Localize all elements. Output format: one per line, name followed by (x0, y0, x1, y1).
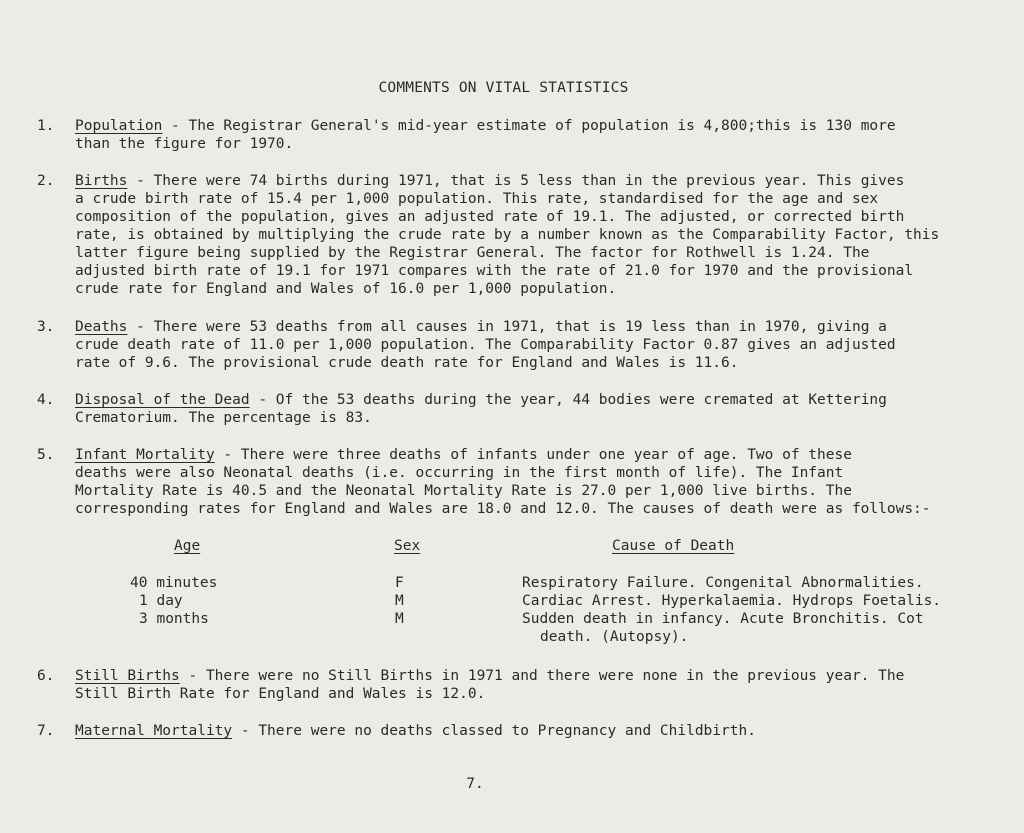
item-line: - Of the 53 deaths during the year, 44 bodies were cremated at Kettering (249, 392, 887, 408)
cause-column-header: Cause of Death (612, 538, 735, 554)
item-heading: Maternal Mortality (75, 723, 233, 739)
table-row-sex: M (395, 593, 404, 609)
item-heading: Infant Mortality (75, 447, 215, 463)
table-row-sex: M (395, 611, 404, 627)
item-disposal-of-the-dead (37, 391, 987, 427)
item-heading: Population (75, 118, 163, 134)
item-line: deaths were also Neonatal deaths (i.e. occurring in the first month of life). The Infant (75, 465, 844, 481)
item-line: - There were three deaths of infants under one year of age. Two of these (214, 447, 852, 463)
item-heading: Disposal of the Dead (75, 392, 250, 408)
item-line: crude death rate of 11.0 per 1,000 population. The Comparability Factor 0.87 gives an adjusted (75, 337, 896, 353)
item-line: Mortality Rate is 40.5 and the Neonatal Mortality Rate is 27.0 per 1,000 live births. The (75, 483, 852, 499)
item-line: Crematorium. The percentage is 83. (75, 410, 372, 426)
item-number: 2. (37, 173, 55, 189)
item-number: 5. (37, 447, 55, 463)
table-row-age: 40 minutes (130, 575, 218, 591)
item-line: rate, is obtained by multiplying the crude rate by a number known as the Comparability Factor, this (75, 227, 940, 243)
item-line: Still Birth Rate for England and Wales is 12.0. (75, 686, 486, 702)
item-deaths (37, 318, 987, 372)
table-row-cause: Sudden death in infancy. Acute Bronchitis. Cot (522, 611, 924, 627)
sex-column-header: Sex (394, 538, 421, 554)
item-line: crude rate for England and Wales of 16.0 per 1,000 population. (75, 281, 617, 297)
item-number: 7. (37, 723, 55, 739)
item-line: than the figure for 1970. (75, 136, 294, 152)
item-line: composition of the population, gives an adjusted rate of 19.1. The adjusted, or corrected birth (75, 209, 905, 225)
item-births (37, 172, 987, 298)
item-line: - The Registrar General's mid-year estimate of population is 4,800;this is 130 more (162, 118, 896, 134)
item-number: 3. (37, 319, 55, 335)
infant-deaths-table (0, 537, 1024, 647)
age-column-header: Age (174, 538, 201, 554)
item-maternal-mortality (37, 722, 987, 740)
item-line: corresponding rates for England and Wales are 18.0 and 12.0. The causes of death were as follows:- (75, 501, 931, 517)
item-number: 6. (37, 668, 55, 684)
item-number: 1. (37, 118, 55, 134)
table-row-cause: Respiratory Failure. Congenital Abnormalities. (522, 575, 924, 591)
item-heading: Births (75, 173, 128, 189)
table-row-cause: Cardiac Arrest. Hyperkalaemia. Hydrops Foetalis. (522, 593, 942, 609)
item-heading: Still Births (75, 668, 180, 684)
table-row-age: 1 day (139, 593, 183, 609)
item-line: - There were no deaths classed to Pregnancy and Childbirth. (232, 723, 756, 739)
table-row-age: 3 months (139, 611, 209, 627)
table-row-sex: F (395, 575, 404, 591)
item-still-births (37, 667, 987, 703)
item-line: - There were no Still Births in 1971 and there were none in the previous year. The (179, 668, 905, 684)
item-heading: Deaths (75, 319, 128, 335)
item-number: 4. (37, 392, 55, 408)
page-number: 7. (466, 776, 484, 792)
table-row-cause-continuation: death. (Autopsy). (540, 629, 689, 645)
item-line: - There were 53 deaths from all causes in 1971, that is 19 less than in 1970, giving a (127, 319, 887, 335)
item-line: adjusted birth rate of 19.1 for 1971 compares with the rate of 21.0 for 1970 and the provisional (75, 263, 914, 279)
item-line: a crude birth rate of 15.4 per 1,000 population. This rate, standardised for the age and sex (75, 191, 879, 207)
item-line: - There were 74 births during 1971, that is 5 less than in the previous year. This gives (127, 173, 905, 189)
item-line: rate of 9.6. The provisional crude death rate for England and Wales is 11.6. (75, 355, 739, 371)
item-line: latter figure being supplied by the Registrar General. The factor for Rothwell is 1.24. The (75, 245, 870, 261)
page-title: COMMENTS ON VITAL STATISTICS (378, 80, 629, 96)
item-population (37, 117, 987, 153)
item-infant-mortality (37, 446, 987, 518)
